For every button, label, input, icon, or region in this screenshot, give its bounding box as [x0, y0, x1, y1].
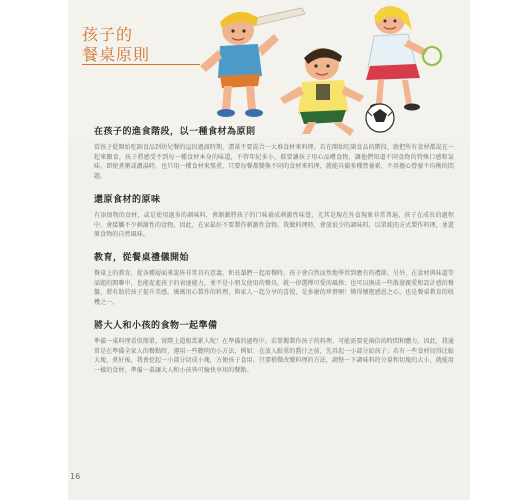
- soccer-boy-figure: [280, 48, 364, 136]
- section-table-manners: [94, 250, 454, 308]
- title-line-2: 餐桌原則: [82, 45, 151, 64]
- section-paragraph: 有添加物的食材，或是使用過多的調味料，會漸漸將孩子的口味養成刺激性味覺，尤其是現在外食現象非常普遍，孩子在成長的過程中，會接觸不少刺激性的食物，因此，在家最好不要製作刺激性食物。我做料理時，會放很少的調味料，以單純的方式製作料理，並還原食物的自然風味。: [94, 211, 454, 239]
- section-paragraph: 當孩子從開始吃副食品到幼兒餐的這段過渡時期，盡量不要混合一大堆食材來料理。若在開始吃副食品的階段，就把所有食材都混在一起來餵食，孩子將感受不到每一種食材本身的味道，不管年紀多小，都要讓孩子用心品嚐食物，讓他們知道不同食物的特殊口感和氣味。即使煮粥或濃湯時，也只用一種食材來熬煮，只要每餐都變換不同的食材來料理，就能具備多種營養素，不用擔心營養不均衡的問題。: [94, 144, 454, 181]
- section-natural-flavor: [94, 192, 454, 240]
- section-heading: 將大人和小孩的食物一起準備: [94, 320, 218, 331]
- hero-illustration: [68, 0, 470, 138]
- felt-kids-illustration: [68, 0, 470, 138]
- section-single-ingredient: [94, 124, 454, 182]
- page-number: 16: [70, 472, 81, 481]
- section-heading: 在孩子的進食階段，以一種食材為原則: [94, 127, 256, 137]
- section-heading: 教育，從餐桌禮儀開始: [94, 253, 190, 264]
- book-page: [68, 0, 470, 500]
- section-paragraph: 準備一桌料理看似簡單，實際上還相當累人呢！在準備的過程中，若單獨製作孩子的料理，可能需要花兩倍的時間和體力。因此，我通常是在準備全家人的餐點時，運用一些聰明的小方法，例如：在放入較重的醬汁之前，先舀起一小部分給孩子；若有一些食材切得比較大塊，煮好後，我會挖起一小部分切成小塊，方便孩子食用。只要稍微改變料理的方法，調整一下調味料的分量和切塊的大小，就能用一樣的食材，準備一桌讓大人和小孩皆可愉快享用的餐點。: [94, 337, 454, 375]
- title-line-1: 孩子的: [82, 25, 134, 44]
- article-body: [94, 124, 454, 386]
- title-underline: [82, 64, 200, 65]
- section-heading: 還原食材的原味: [94, 194, 161, 205]
- tennis-girl-figure: [366, 6, 441, 111]
- section-cook-together: [94, 318, 454, 376]
- section-paragraph: 餐桌上的教育，從各種層面來說皆非常具有意義。和長輩們一起用餐時，孩子會自然而然地學習到應有的禮節。另外，在食材與味道等話題的閒聊中，也能促進孩子的表達能力，並不是小朋友使用的餐具，就一律選擇可愛的風格；也可以換成一些散發親愛和設計感的餐盤，將有助於孩子提升美感。媽媽用心製作的料理，與家人一起分享的喜悅，是多麼的珍貴啊！懂得懷抱感恩之心，也是餐桌教育的收穫之一。: [94, 270, 454, 307]
